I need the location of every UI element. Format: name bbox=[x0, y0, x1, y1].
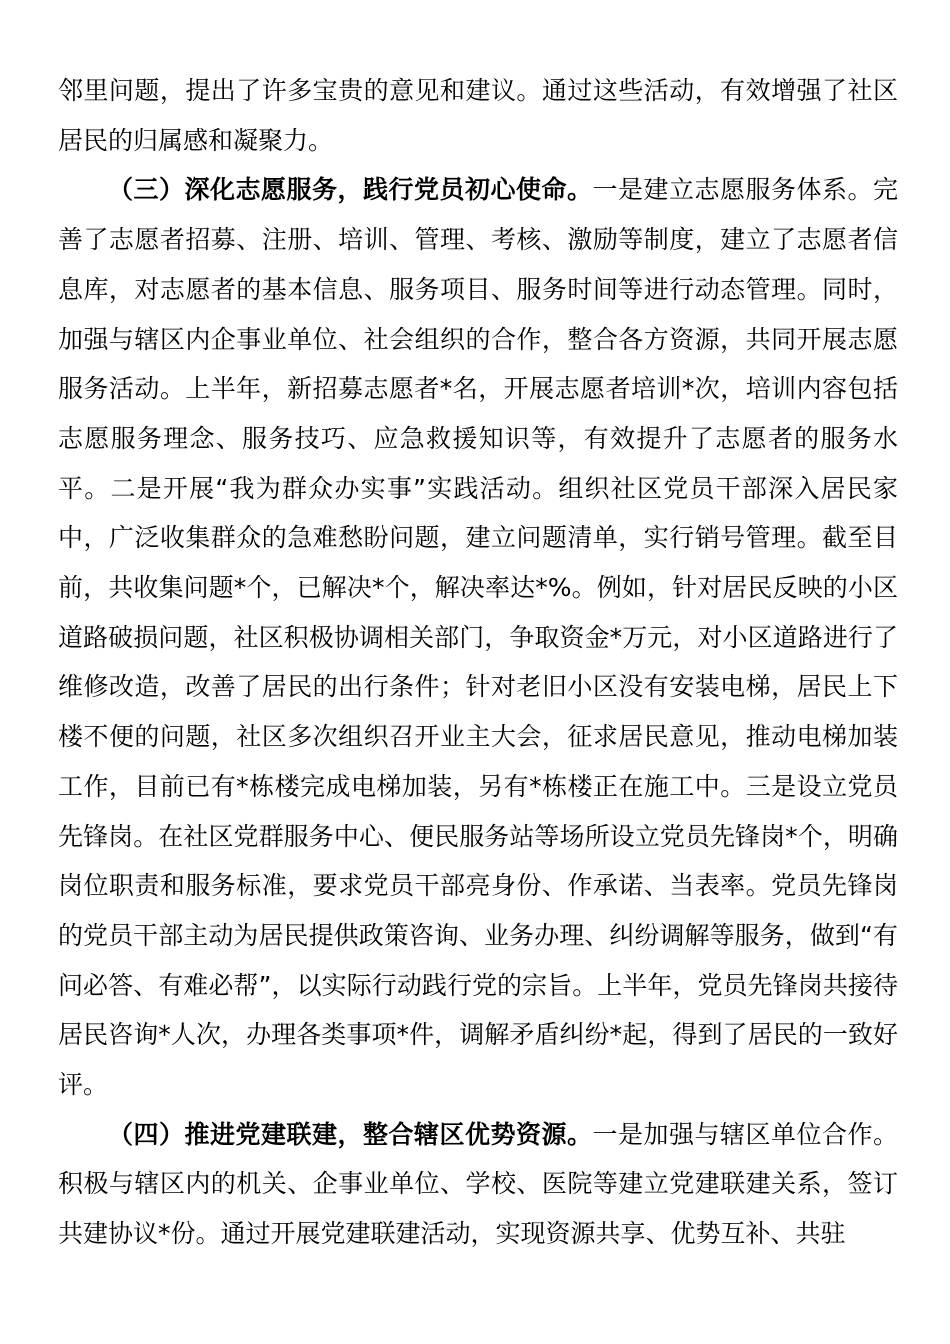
document-body bbox=[58, 66, 898, 1259]
section-heading: （四）推进党建联建，整合辖区优势资源。 bbox=[108, 1119, 593, 1149]
paragraph-section-four bbox=[58, 1110, 898, 1259]
paragraph-continuation bbox=[58, 66, 898, 165]
paragraph-section-three bbox=[58, 165, 898, 1109]
paragraph-body: 一是加强与辖区单位合作。积极与辖区内的机关、企事业单位、学校、医院等建立党建联建关系，签订共建协议*份。通过开展党建联建活动，实现资源共享、优势互补、共驻 bbox=[58, 1119, 898, 1249]
paragraph-body: 一是建立志愿服务体系。完善了志愿者招募、注册、培训、管理、考核、激励等制度，建立了志愿者信息库，对志愿者的基本信息、服务项目、服务时间等进行动态管理。同时，加强与辖区内企事业单位、社会组织的合作，整合各方资源，共同开展志愿服务活动。上半年，新招募志愿者*名，开展志愿者培训*次，培训内容包括志愿服务理念、服务技巧、应急救援知识等，有效提升了志愿者的服务水平。二是开展“我为群众办实事”实践活动。组织社区党员干部深入居民家中，广泛收集群众的急难愁盼问题，建立问题清单，实行销号管理。截至目前，共收集问题*个，已解决*个，解决率达*%。例如，针对居民反映的小区道路破损问题，社区积极协调相关部门，争取资金*万元，对小区道路进行了维修改造，改善了居民的出行条件；针对老旧小区没有安装电梯，居民上下楼不便的问题，社区多次组织召开业主大会，征求居民意见，推动电梯加装工作，目前已有*栋楼完成电梯加装，另有*栋楼正在施工中。三是设立党员先锋岗。在社区党群服务中心、便民服务站等场所设立党员先锋岗*个，明确岗位职责和服务标准，要求党员干部亮身份、作承诺、当表率。党员先锋岗的党员干部主动为居民提供政策咨询、业务办理、纠纷调解等服务，做到“有问必答、有难必帮”，以实际行动践行党的宗旨。上半年，党员先锋岗共接待居民咨询*人次，办理各类事项*件，调解矛盾纠纷*起，得到了居民的一致好评。 bbox=[58, 175, 898, 1100]
paragraph-body: 邻里问题，提出了许多宝贵的意见和建议。通过这些活动，有效增强了社区居民的归属感和凝聚力。 bbox=[58, 76, 898, 155]
section-heading: （三）深化志愿服务，践行党员初心使命。 bbox=[108, 175, 593, 205]
